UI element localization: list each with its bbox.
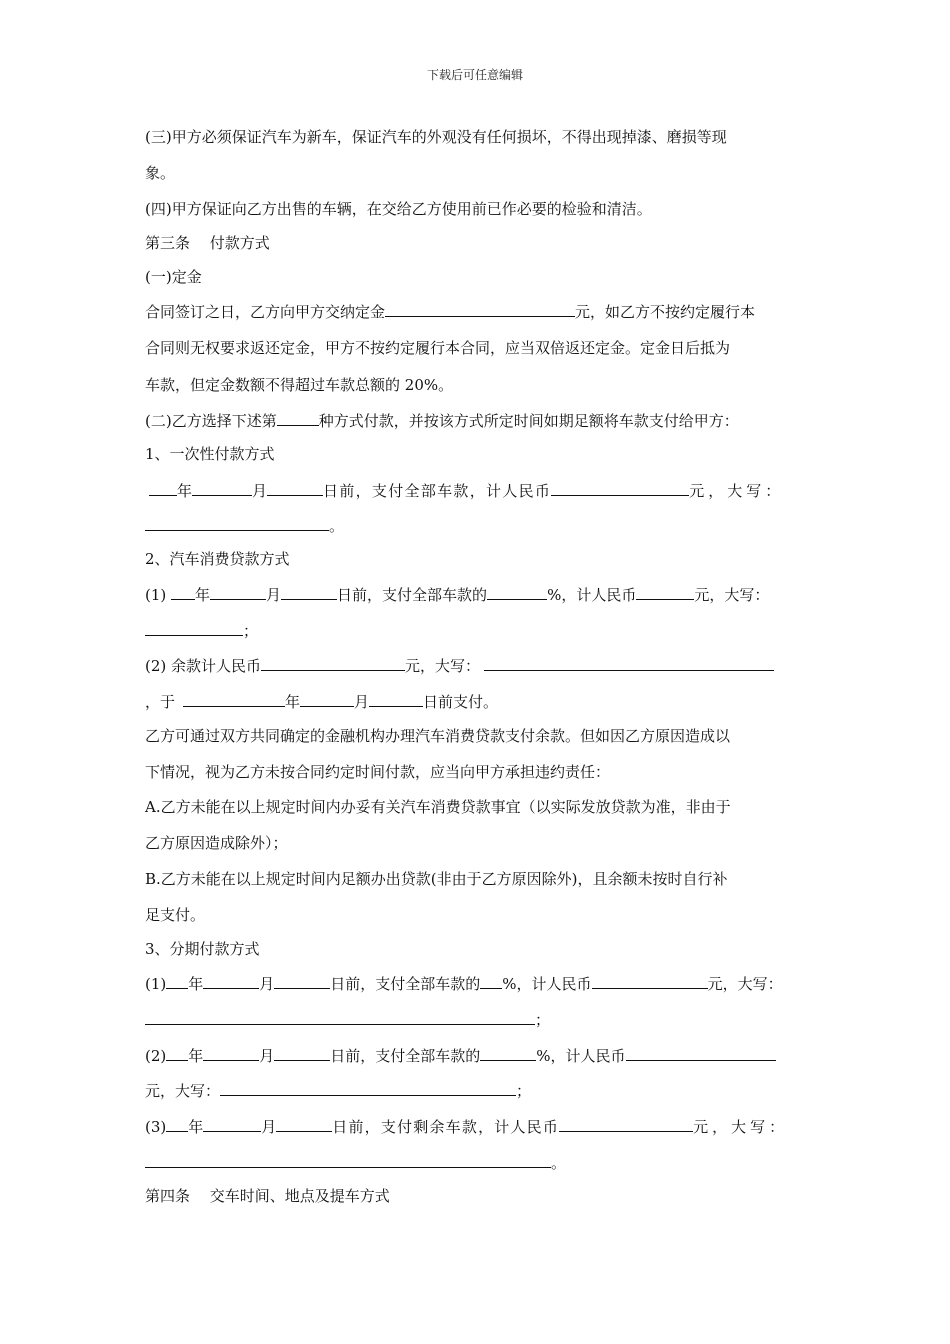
deposit-cont: 合同则无权要求返还定金，甲方不按约定履行本合同，应当双倍返还定金。定金日后抵为 [145, 339, 731, 357]
loan-para-1: 乙方可通过双方共同确定的金融机构办理汽车消费贷款支付余款。但如因乙方原因造成以 [145, 727, 731, 745]
day-label: 日前，支付全部车款的 [337, 586, 488, 604]
item-number: (3) [145, 1118, 167, 1136]
year-label: 年 [177, 482, 193, 500]
day-blank[interactable] [274, 973, 330, 989]
month-label: 月 [266, 586, 282, 604]
end-mark: 。 [551, 1154, 567, 1172]
method-3-2-line [145, 1045, 810, 1066]
yuan-label: 元，大写： [689, 482, 785, 500]
condition-b: B.乙方未能在以上规定时间内足额办出贷款(非由于乙方原因除外)，且余额未按时自行补 [145, 870, 728, 888]
year-label: 年 [285, 693, 301, 711]
method-2-1-line-2 [145, 620, 810, 641]
yuan-label: 元，大写： [145, 1082, 221, 1100]
item-number: (2) [145, 1047, 167, 1065]
loan-para-2: 下情况，视为乙方未按合同约定时间付款，应当向甲方承担违约责任： [145, 763, 611, 781]
year-label: 年 [195, 586, 211, 604]
month-label: 月 [259, 975, 275, 993]
method-3-3-line [145, 1116, 810, 1137]
deposit-amount-blank[interactable] [385, 301, 575, 317]
balance-label: (2) 余款计人民币 [145, 657, 262, 675]
yuan-label: 元，大写： [707, 975, 783, 993]
deposit-heading: (一)定金 [145, 268, 202, 286]
end-mark: ； [535, 1011, 551, 1029]
percent-blank[interactable] [480, 973, 502, 989]
day-label: 日前，支付全部车款的 [330, 1047, 481, 1065]
payment-choice-text-2: 种方式付款，并按该方式所定时间如期足额将车款支付给甲方： [318, 412, 739, 430]
capital-blank[interactable] [145, 1152, 551, 1168]
month-label: 月 [354, 693, 370, 711]
month-blank[interactable] [203, 1045, 259, 1061]
year-blank[interactable] [183, 691, 285, 707]
method-2-2-line [145, 655, 810, 676]
month-blank[interactable] [203, 973, 259, 989]
day-blank[interactable] [274, 1045, 330, 1061]
condition-b-cont: 足支付。 [145, 906, 206, 924]
at-label: ，于 [145, 693, 176, 711]
end-mark: 。 [329, 517, 345, 535]
month-blank[interactable] [300, 691, 354, 707]
day-blank[interactable] [276, 1116, 332, 1132]
day-label: 日前，支付全部车款的 [330, 975, 481, 993]
year-label: 年 [188, 1118, 204, 1136]
month-label: 月 [252, 482, 268, 500]
percent-blank[interactable] [480, 1045, 536, 1061]
day-blank[interactable] [281, 584, 337, 600]
capital-blank[interactable] [220, 1080, 516, 1096]
method-1-heading: 1、一次性付款方式 [145, 445, 275, 463]
method-2-1-line [145, 584, 810, 605]
month-label: 月 [261, 1118, 277, 1136]
capital-blank[interactable] [484, 655, 774, 671]
yuan-label: 元，大写： [694, 586, 770, 604]
year-label: 年 [188, 975, 204, 993]
percent-label: %，计人民币 [547, 586, 637, 604]
clause-3-3: (三)甲方必须保证汽车为新车，保证汽车的外观没有任何损坏，不得出现掉漆、磨损等现 [145, 128, 727, 146]
method-3-heading: 3、分期付款方式 [145, 940, 260, 958]
amount-blank[interactable] [592, 973, 708, 989]
end-mark: ； [243, 622, 259, 640]
method-2-heading: 2、汽车消费贷款方式 [145, 550, 290, 568]
year-blank[interactable] [171, 584, 195, 600]
method-1-line [145, 480, 810, 501]
capital-blank[interactable] [145, 620, 243, 636]
clause-3-3-cont: 象。 [145, 164, 176, 182]
month-label: 月 [259, 1047, 275, 1065]
payment-choice-text: (二)乙方选择下述第 [145, 412, 277, 430]
deposit-text: 合同签订之日，乙方向甲方交纳定金 [145, 303, 386, 321]
method-2-2-line-2 [145, 691, 810, 712]
amount-blank[interactable] [551, 480, 689, 496]
month-blank[interactable] [210, 584, 266, 600]
year-blank[interactable] [166, 1116, 188, 1132]
capital-blank[interactable] [145, 1009, 535, 1025]
condition-a-cont: 乙方原因造成除外）； [145, 834, 288, 852]
method-3-1-line [145, 973, 810, 994]
percent-label: %，计人民币 [536, 1047, 626, 1065]
year-blank[interactable] [149, 480, 177, 496]
deposit-line [145, 301, 810, 322]
method-3-3-line-2 [145, 1152, 810, 1173]
clause-3-4: (四)甲方保证向乙方出售的车辆，在交给乙方使用前已作必要的检验和清洁。 [145, 200, 652, 218]
deposit-text-2: 元，如乙方不按约定履行本 [575, 303, 756, 321]
article-3-title: 第三条 付款方式 [145, 234, 270, 252]
article-4-title: 第四条 交车时间、地点及提车方式 [145, 1187, 390, 1205]
page-header: 下载后可任意编辑 [426, 68, 523, 82]
payment-method-blank[interactable] [277, 410, 319, 426]
year-label: 年 [188, 1047, 204, 1065]
capital-blank[interactable] [145, 515, 329, 531]
balance-amount-blank[interactable] [261, 655, 405, 671]
day-blank[interactable] [267, 480, 323, 496]
percent-blank[interactable] [487, 584, 547, 600]
payment-choice [145, 410, 810, 431]
yuan-label: 元，大写： [405, 657, 481, 675]
amount-blank[interactable] [626, 1045, 776, 1061]
condition-a: A.乙方未能在以上规定时间内办妥有关汽车消费贷款事宜（以实际发放贷款为准，非由于 [145, 798, 731, 816]
end-mark: ； [516, 1082, 532, 1100]
amount-blank[interactable] [559, 1116, 693, 1132]
item-number: (1) [145, 586, 172, 604]
month-blank[interactable] [192, 480, 252, 496]
method-3-1-line-2 [145, 1009, 810, 1030]
day-label: 日前支付。 [423, 693, 499, 711]
month-blank[interactable] [203, 1116, 261, 1132]
year-blank[interactable] [166, 973, 188, 989]
item-number: (1) [145, 975, 167, 993]
day-label: 日前，支付全部车款，计人民币 [323, 482, 552, 500]
method-1-line-2 [145, 515, 810, 536]
method-3-2-line-2 [145, 1080, 810, 1101]
day-blank[interactable] [369, 691, 423, 707]
year-blank[interactable] [166, 1045, 188, 1061]
deposit-cont-2: 车款，但定金数额不得超过车款总额的 20%。 [145, 376, 454, 394]
amount-blank[interactable] [636, 584, 694, 600]
yuan-label: 元，大写： [693, 1118, 789, 1136]
day-label: 日前，支付剩余车款，计人民币 [332, 1118, 560, 1136]
percent-label: %，计人民币 [502, 975, 592, 993]
